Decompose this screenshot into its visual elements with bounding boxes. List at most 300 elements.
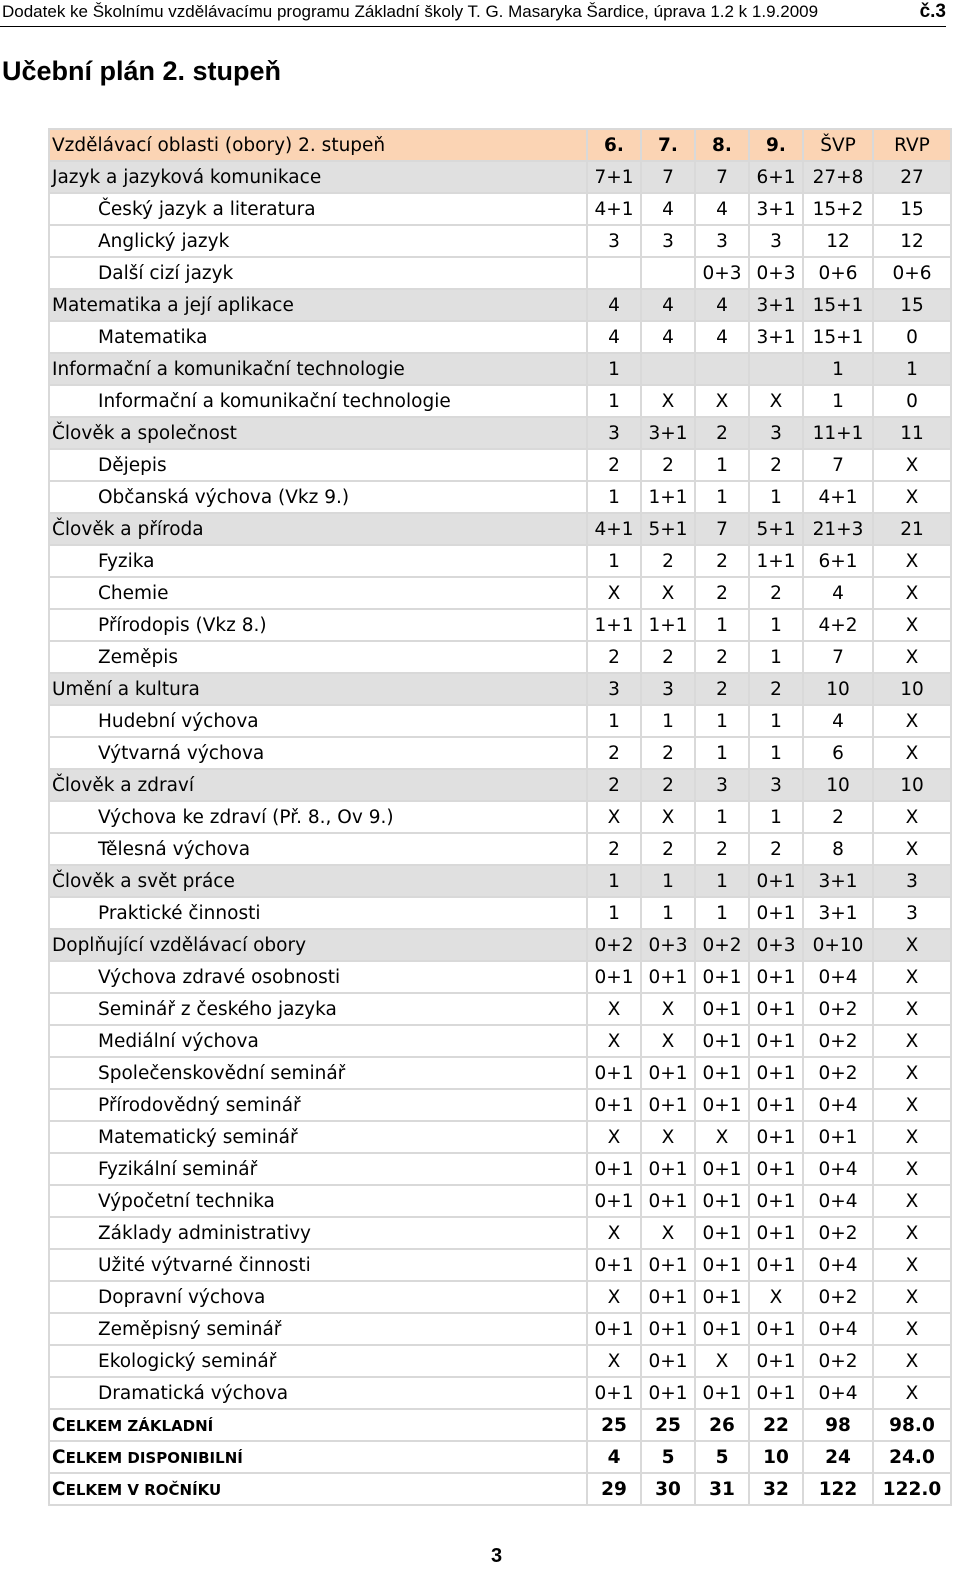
cell-grade-8: 2 [695,833,749,865]
cell-grade-9: 0+1 [749,1377,803,1409]
cell-rvp: X [873,609,951,641]
cell-svp: 21+3 [803,513,873,545]
cell-rvp: 11 [873,417,951,449]
cell-grade-8: 2 [695,545,749,577]
cell-rvp: X [873,481,951,513]
cell-grade-7: 0+3 [641,929,695,961]
subject-name: Výchova ke zdraví (Př. 8., Ov 9.) [49,801,587,833]
cell-grade-9: 6+1 [749,161,803,193]
cell-grade-8: 4 [695,321,749,353]
subject-name: Zeměpis [49,641,587,673]
cell-grade-9: 0+1 [749,993,803,1025]
cell-grade-7: 0+1 [641,1313,695,1345]
cell-grade-9: 1 [749,801,803,833]
cell-grade-7: 5+1 [641,513,695,545]
cell-grade-8 [695,353,749,385]
cell-svp: 4 [803,577,873,609]
subject-name: Doplňující vzdělávací obory [49,929,587,961]
cell-grade-8: X [695,1121,749,1153]
table-row-group [49,513,951,545]
cell-svp: 0+2 [803,1345,873,1377]
cell-grade-8: X [695,1345,749,1377]
cell-rvp: X [873,641,951,673]
cell-grade-6: 2 [587,833,641,865]
cell-grade-8: 0+1 [695,1025,749,1057]
cell-rvp: X [873,929,951,961]
cell-rvp: X [873,833,951,865]
cell-rvp: X [873,1281,951,1313]
cell-grade-7: 0+1 [641,1153,695,1185]
total-label-rest: ELKEM V ROČNÍKU [65,1480,222,1499]
cell-grade-6: 1 [587,353,641,385]
cell-grade-6: 3 [587,417,641,449]
subject-name: Dopravní výchova [49,1281,587,1313]
table-row-group [49,289,951,321]
cell-grade-9: 0+1 [749,1121,803,1153]
cell-grade-9: X [749,385,803,417]
cell-svp: 0+10 [803,929,873,961]
table-row [49,193,951,225]
cell-svp: 4+1 [803,481,873,513]
cell-grade-8: 1 [695,705,749,737]
cell-grade-8: 1 [695,609,749,641]
table-row-group [49,673,951,705]
cell-grade-9: X [749,1281,803,1313]
cell-rvp: X [873,1185,951,1217]
table-row-group [49,161,951,193]
cell-grade-9: 3 [749,417,803,449]
cell-grade-8: 0+1 [695,1185,749,1217]
cell-grade-7: 0+1 [641,1281,695,1313]
total-label [49,1441,587,1473]
cell-rvp: 27 [873,161,951,193]
table-row [49,481,951,513]
cell-grade-6: X [587,1025,641,1057]
total-svp: 122 [803,1473,873,1505]
cell-grade-7: 2 [641,641,695,673]
total-label [49,1409,587,1441]
cell-rvp: X [873,1121,951,1153]
total-grade-6: 25 [587,1409,641,1441]
cell-rvp: X [873,545,951,577]
total-grade-9: 22 [749,1409,803,1441]
table-row [49,321,951,353]
total-rvp: 24.0 [873,1441,951,1473]
cell-grade-7: X [641,385,695,417]
cell-rvp: 0 [873,385,951,417]
cell-grade-7: 0+1 [641,1089,695,1121]
cell-grade-8: 4 [695,289,749,321]
cell-grade-9: 1 [749,641,803,673]
cell-rvp: X [873,1249,951,1281]
cell-svp: 6+1 [803,545,873,577]
cell-grade-9: 3 [749,769,803,801]
cell-grade-7: 1 [641,865,695,897]
cell-grade-7: X [641,1121,695,1153]
column-header-grade-8: 8. [695,129,749,161]
total-grade-8: 5 [695,1441,749,1473]
total-label-initial: C [52,1414,66,1436]
cell-rvp: 3 [873,865,951,897]
table-row [49,641,951,673]
total-label-rest: ELKEM ZÁKLADNÍ [65,1416,214,1435]
cell-grade-9: 3+1 [749,321,803,353]
subject-name: Mediální výchova [49,1025,587,1057]
table-row [49,609,951,641]
cell-svp: 6 [803,737,873,769]
table-body [49,161,951,1505]
total-grade-7: 30 [641,1473,695,1505]
subject-name: Přírodopis (Vkz 8.) [49,609,587,641]
cell-grade-7: X [641,1217,695,1249]
cell-grade-9: 5+1 [749,513,803,545]
cell-grade-9: 2 [749,449,803,481]
cell-grade-8: 2 [695,577,749,609]
table-row [49,1313,951,1345]
subject-name: Člověk a zdraví [49,769,587,801]
cell-svp: 11+1 [803,417,873,449]
cell-grade-6: 0+1 [587,1249,641,1281]
cell-grade-8: 2 [695,417,749,449]
subject-name: Dějepis [49,449,587,481]
cell-rvp: X [873,1377,951,1409]
cell-grade-8: 3 [695,769,749,801]
subject-name: Dramatická výchova [49,1377,587,1409]
subject-name: Umění a kultura [49,673,587,705]
subject-name: Základy administrativy [49,1217,587,1249]
cell-grade-7: 1 [641,897,695,929]
cell-grade-8: 1 [695,897,749,929]
cell-grade-8: 0+1 [695,1377,749,1409]
cell-grade-6: 1 [587,865,641,897]
table-row [49,801,951,833]
cell-grade-6: 0+1 [587,961,641,993]
cell-grade-6: X [587,1281,641,1313]
table-row [49,1025,951,1057]
table-row-total [49,1409,951,1441]
cell-svp: 0+2 [803,993,873,1025]
cell-grade-9: 1 [749,737,803,769]
cell-grade-6: 0+2 [587,929,641,961]
cell-rvp: X [873,577,951,609]
cell-grade-6: 0+1 [587,1377,641,1409]
table-row-total [49,1473,951,1505]
cell-grade-9: 0+1 [749,1185,803,1217]
total-label-rest: ELKEM DISPONIBILNÍ [65,1448,243,1467]
cell-grade-6: 0+1 [587,1313,641,1345]
total-grade-8: 26 [695,1409,749,1441]
subject-name: Matematický seminář [49,1121,587,1153]
cell-grade-7: 0+1 [641,1377,695,1409]
table-row [49,1153,951,1185]
cell-grade-7: 4 [641,289,695,321]
total-grade-8: 31 [695,1473,749,1505]
cell-rvp: 21 [873,513,951,545]
cell-grade-8: 1 [695,481,749,513]
header-number: č.3 [919,1,946,22]
cell-grade-8: 0+1 [695,1057,749,1089]
subject-name: Užité výtvarné činnosti [49,1249,587,1281]
cell-svp: 1 [803,385,873,417]
cell-rvp: X [873,993,951,1025]
cell-grade-6: X [587,993,641,1025]
cell-grade-6: 0+1 [587,1153,641,1185]
total-grade-6: 4 [587,1441,641,1473]
cell-rvp: X [873,1057,951,1089]
cell-grade-9: 0+1 [749,1089,803,1121]
cell-rvp: X [873,801,951,833]
cell-rvp: 0+6 [873,257,951,289]
cell-rvp: X [873,1153,951,1185]
cell-grade-7: 4 [641,193,695,225]
subject-name: Společenskovědní seminář [49,1057,587,1089]
cell-grade-7: 2 [641,449,695,481]
cell-grade-8: 0+2 [695,929,749,961]
cell-svp: 15+2 [803,193,873,225]
cell-svp: 0+2 [803,1217,873,1249]
cell-grade-8: 0+1 [695,993,749,1025]
cell-grade-8: 7 [695,513,749,545]
cell-grade-6: 2 [587,769,641,801]
subject-name: Tělesná výchova [49,833,587,865]
cell-grade-7: X [641,993,695,1025]
table-row [49,1377,951,1409]
page-title: Učební plán 2. stupeň [2,56,282,86]
subject-name: Informační a komunikační technologie [49,353,587,385]
cell-svp: 3+1 [803,865,873,897]
cell-svp: 12 [803,225,873,257]
cell-svp: 0+4 [803,1089,873,1121]
cell-grade-9: 0+1 [749,1249,803,1281]
subject-name: Člověk a svět práce [49,865,587,897]
subject-name: Výchova zdravé osobnosti [49,961,587,993]
cell-grade-7: X [641,801,695,833]
table-row [49,737,951,769]
cell-grade-7: 2 [641,769,695,801]
cell-rvp: 1 [873,353,951,385]
cell-grade-8: 1 [695,801,749,833]
cell-rvp: 10 [873,673,951,705]
cell-grade-6: 3 [587,673,641,705]
table-row [49,1121,951,1153]
cell-grade-6: 1 [587,481,641,513]
cell-grade-9: 3+1 [749,289,803,321]
subject-name: Matematika a její aplikace [49,289,587,321]
cell-grade-7 [641,353,695,385]
cell-grade-9: 0+1 [749,1313,803,1345]
cell-svp: 0+4 [803,1377,873,1409]
total-svp: 98 [803,1409,873,1441]
cell-grade-9: 0+1 [749,897,803,929]
document-header [0,0,946,27]
cell-grade-8: X [695,385,749,417]
cell-grade-9: 1 [749,481,803,513]
cell-grade-6: X [587,577,641,609]
subject-name: Výpočetní technika [49,1185,587,1217]
cell-grade-9: 0+1 [749,1217,803,1249]
cell-grade-8: 7 [695,161,749,193]
subject-name: Seminář z českého jazyka [49,993,587,1025]
cell-rvp: X [873,1313,951,1345]
cell-grade-9: 3+1 [749,193,803,225]
cell-rvp: X [873,705,951,737]
cell-grade-8: 2 [695,673,749,705]
cell-rvp: 15 [873,289,951,321]
table-row [49,1089,951,1121]
cell-svp: 8 [803,833,873,865]
cell-svp: 7 [803,449,873,481]
cell-grade-9 [749,353,803,385]
cell-grade-7: 2 [641,737,695,769]
cell-rvp: X [873,449,951,481]
cell-grade-7: X [641,1025,695,1057]
cell-grade-7: 1 [641,705,695,737]
cell-grade-8: 0+1 [695,1313,749,1345]
cell-grade-9: 0+3 [749,257,803,289]
cell-grade-6: 3 [587,225,641,257]
cell-svp: 4+2 [803,609,873,641]
column-header-grade-7: 7. [641,129,695,161]
page-number: 3 [491,1545,503,1567]
cell-grade-6: 2 [587,737,641,769]
cell-grade-8: 0+3 [695,257,749,289]
cell-svp: 0+4 [803,1313,873,1345]
cell-svp: 1 [803,353,873,385]
cell-grade-8: 0+1 [695,1249,749,1281]
cell-svp: 0+2 [803,1025,873,1057]
cell-svp: 10 [803,673,873,705]
cell-grade-7: 0+1 [641,961,695,993]
cell-svp: 0+4 [803,961,873,993]
table-row [49,225,951,257]
table-row [49,1057,951,1089]
cell-grade-7: 0+1 [641,1057,695,1089]
cell-rvp: X [873,961,951,993]
cell-svp: 0+2 [803,1281,873,1313]
cell-grade-6: 2 [587,641,641,673]
total-grade-7: 25 [641,1409,695,1441]
table-row-group [49,769,951,801]
total-rvp: 98.0 [873,1409,951,1441]
table-row-total [49,1441,951,1473]
cell-grade-9: 2 [749,577,803,609]
cell-svp: 27+8 [803,161,873,193]
cell-grade-6: X [587,1217,641,1249]
table-row [49,1185,951,1217]
subject-name: Člověk a příroda [49,513,587,545]
cell-grade-6: 4 [587,289,641,321]
cell-grade-9: 3 [749,225,803,257]
cell-rvp: X [873,1089,951,1121]
cell-rvp: 0 [873,321,951,353]
cell-rvp: X [873,1217,951,1249]
cell-grade-8: 0+1 [695,961,749,993]
cell-svp: 10 [803,769,873,801]
subject-name: Český jazyk a literatura [49,193,587,225]
total-label-initial: C [52,1478,66,1500]
cell-grade-7: 7 [641,161,695,193]
cell-grade-7: 3+1 [641,417,695,449]
cell-grade-7: 4 [641,321,695,353]
cell-svp: 2 [803,801,873,833]
table-row-group [49,865,951,897]
cell-grade-8: 0+1 [695,1217,749,1249]
cell-grade-7: 3 [641,673,695,705]
total-grade-7: 5 [641,1441,695,1473]
table-row [49,993,951,1025]
subject-name: Občanská výchova (Vkz 9.) [49,481,587,513]
cell-grade-9: 1+1 [749,545,803,577]
cell-grade-6: 0+1 [587,1057,641,1089]
total-grade-9: 32 [749,1473,803,1505]
cell-grade-6: 1 [587,705,641,737]
cell-grade-7: 1+1 [641,481,695,513]
table-row-group [49,353,951,385]
cell-grade-9: 0+3 [749,929,803,961]
subject-name: Ekologický seminář [49,1345,587,1377]
table-row [49,1345,951,1377]
cell-svp: 4 [803,705,873,737]
total-svp: 24 [803,1441,873,1473]
subject-name: Fyzikální seminář [49,1153,587,1185]
cell-grade-9: 0+1 [749,865,803,897]
cell-svp: 0+6 [803,257,873,289]
cell-grade-7: 0+1 [641,1249,695,1281]
cell-grade-6 [587,257,641,289]
column-header-svp: ŠVP [803,129,873,161]
subject-name: Chemie [49,577,587,609]
cell-grade-7: 2 [641,545,695,577]
total-label [49,1473,587,1505]
table-row [49,1249,951,1281]
table-header-row [49,129,951,161]
table-row-group [49,929,951,961]
cell-rvp: X [873,1345,951,1377]
cell-grade-8: 4 [695,193,749,225]
table-row [49,257,951,289]
subject-name: Matematika [49,321,587,353]
cell-rvp: X [873,1025,951,1057]
cell-svp: 0+4 [803,1249,873,1281]
table-row [49,1217,951,1249]
cell-grade-9: 0+1 [749,1345,803,1377]
cell-svp: 7 [803,641,873,673]
table-row-group [49,417,951,449]
cell-rvp: 12 [873,225,951,257]
cell-grade-7: 3 [641,225,695,257]
cell-grade-9: 0+1 [749,1025,803,1057]
cell-svp: 0+4 [803,1185,873,1217]
cell-grade-9: 0+1 [749,1153,803,1185]
cell-grade-8: 0+1 [695,1089,749,1121]
cell-rvp: X [873,737,951,769]
cell-grade-9: 2 [749,833,803,865]
total-label-initial: C [52,1446,66,1468]
cell-grade-7: 0+1 [641,1185,695,1217]
cell-grade-8: 0+1 [695,1281,749,1313]
total-rvp: 122.0 [873,1473,951,1505]
cell-grade-6: X [587,1121,641,1153]
table-row [49,545,951,577]
table-row [49,1281,951,1313]
table-row [49,897,951,929]
cell-grade-7: X [641,577,695,609]
cell-grade-9: 1 [749,705,803,737]
table-row [49,449,951,481]
cell-rvp: 15 [873,193,951,225]
cell-grade-7: 2 [641,833,695,865]
cell-grade-8: 2 [695,641,749,673]
